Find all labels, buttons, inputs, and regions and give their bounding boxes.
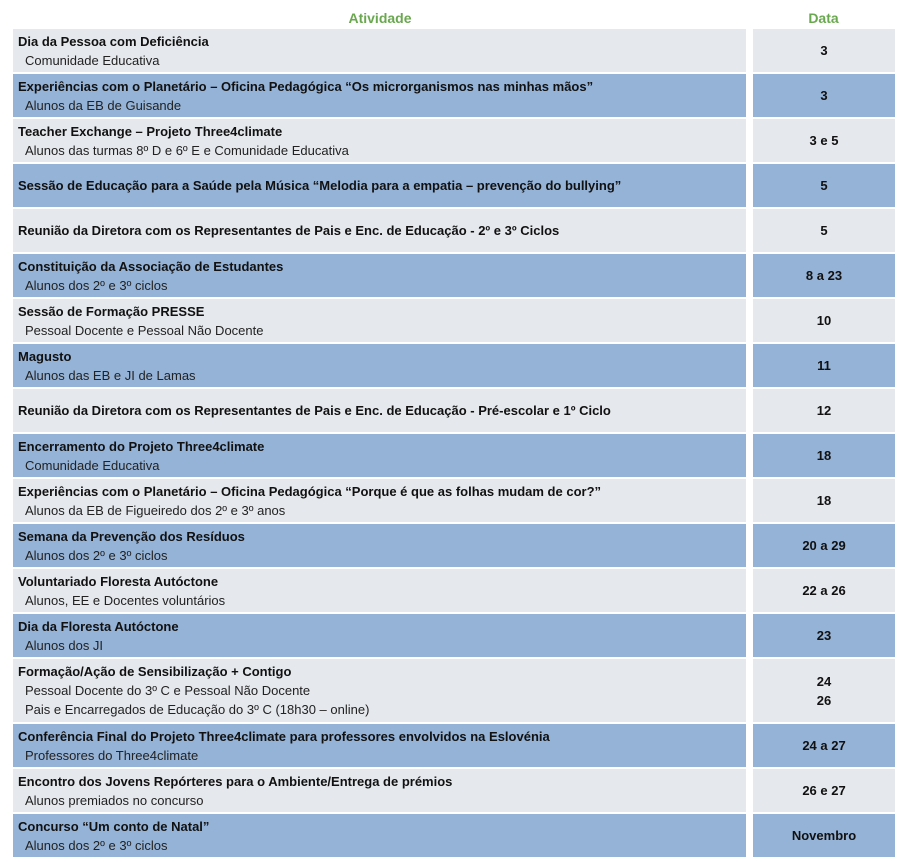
- activity-cell: [13, 164, 746, 207]
- date-value: 22 a 26: [802, 583, 846, 598]
- date-value: 12: [816, 403, 832, 418]
- activity-title: Experiências com o Planetário – Oficina Pedagógica “Os microrganismos nas minhas mãos”: [18, 79, 594, 94]
- date-value: 8 a 23: [805, 268, 843, 283]
- activity-title: Dia da Pessoa com Deficiência: [18, 34, 209, 49]
- date-value: 26 e 27: [802, 783, 846, 798]
- date-cell: [753, 209, 895, 252]
- table-row: [0, 29, 911, 72]
- date-cell: [753, 769, 895, 812]
- table-row: [0, 344, 911, 387]
- activity-audience: Professores do Three4climate: [25, 748, 199, 763]
- activity-title: Voluntariado Floresta Autóctone: [18, 574, 219, 589]
- activity-title: Dia da Floresta Autóctone: [18, 619, 179, 634]
- activity-audience: Alunos, EE e Docentes voluntários: [25, 593, 226, 608]
- activity-cell: [13, 344, 746, 387]
- table-row: [0, 814, 911, 857]
- date-cell: [753, 389, 895, 432]
- date-cell: [753, 74, 895, 117]
- activity-cell: [13, 254, 746, 297]
- date-cell: [753, 814, 895, 857]
- date-column-header: Data: [808, 10, 839, 26]
- table-row: [0, 164, 911, 207]
- activity-cell: [13, 569, 746, 612]
- date-cell: [753, 614, 895, 657]
- date-value: 3: [820, 43, 828, 58]
- table-row: [0, 724, 911, 767]
- date-value: 24: [816, 673, 832, 689]
- table-row: [0, 119, 911, 162]
- date-value: 23: [816, 628, 832, 643]
- activity-audience: Comunidade Educativa: [25, 458, 160, 473]
- activity-title: Reunião da Diretora com os Representantes de Pais e Enc. de Educação - Pré-escolar e 1º Ciclo: [18, 402, 611, 418]
- date-cell: [753, 29, 895, 72]
- activity-title: Constituição da Associação de Estudantes: [18, 259, 284, 274]
- date-cell: [753, 724, 895, 767]
- date-value: 20 a 29: [802, 538, 846, 553]
- date-value: 3: [820, 88, 828, 103]
- date-cell: [753, 524, 895, 567]
- activity-title: Sessão de Educação para a Saúde pela Música “Melodia para a empatia – prevenção do bullying”: [18, 177, 622, 193]
- activity-title: Magusto: [18, 349, 72, 364]
- date-cell: [753, 569, 895, 612]
- date-value: Novembro: [791, 828, 857, 843]
- activity-cell: [13, 614, 746, 657]
- date-value: 26: [816, 692, 832, 708]
- table-row: [0, 74, 911, 117]
- date-value: 10: [816, 313, 832, 328]
- table-row: [0, 254, 911, 297]
- date-value: 11: [817, 358, 831, 373]
- activity-title: Encontro dos Jovens Repórteres para o Ambiente/Entrega de prémios: [18, 774, 453, 789]
- activity-cell: [13, 209, 746, 252]
- table-row: [0, 209, 911, 252]
- activity-cell: [13, 119, 746, 162]
- date-cell: [753, 299, 895, 342]
- activity-title: Reunião da Diretora com os Representantes de Pais e Enc. de Educação - 2º e 3º Ciclos: [18, 222, 560, 238]
- activity-audience: Alunos da EB de Guisande: [25, 98, 182, 113]
- activity-title: Experiências com o Planetário – Oficina Pedagógica “Porque é que as folhas mudam de cor?”: [18, 484, 602, 499]
- activity-cell: [13, 524, 746, 567]
- activity-cell: [13, 299, 746, 342]
- activity-cell: [13, 769, 746, 812]
- table-row: [0, 614, 911, 657]
- table-row: [0, 479, 911, 522]
- activity-audience: Alunos dos 2º e 3º ciclos: [25, 838, 168, 853]
- activity-audience: Alunos dos 2º e 3º ciclos: [25, 548, 168, 563]
- activity-title: Concurso “Um conto de Natal”: [18, 819, 210, 834]
- date-value: 5: [820, 223, 828, 238]
- date-value: 24 a 27: [802, 738, 846, 753]
- table-row: [0, 769, 911, 812]
- activity-title: Teacher Exchange – Projeto Three4climate: [18, 124, 283, 139]
- activity-cell: [13, 724, 746, 767]
- date-cell: [753, 254, 895, 297]
- date-cell: [753, 659, 895, 722]
- activity-title: Encerramento do Projeto Three4climate: [18, 439, 265, 454]
- activity-audience: Pessoal Docente e Pessoal Não Docente: [25, 323, 264, 338]
- date-cell: [753, 344, 895, 387]
- activity-column-header: Atividade: [348, 10, 412, 26]
- activity-cell: [13, 434, 746, 477]
- date-cell: [753, 434, 895, 477]
- activity-cell: [13, 814, 746, 857]
- date-value: 18: [816, 448, 832, 463]
- activity-audience: Alunos dos 2º e 3º ciclos: [25, 278, 168, 293]
- activity-title: Semana da Prevenção dos Resíduos: [18, 529, 245, 544]
- activity-cell: [13, 659, 746, 722]
- table-row: [0, 524, 911, 567]
- activity-cell: [13, 29, 746, 72]
- activity-audience: Alunos das EB e JI de Lamas: [25, 368, 196, 383]
- date-cell: [753, 164, 895, 207]
- table-row: [0, 389, 911, 432]
- table-header: [0, 0, 911, 32]
- activity-cell: [13, 479, 746, 522]
- activity-title: Conferência Final do Projeto Three4climate para professores envolvidos na Eslovénia: [18, 729, 550, 744]
- date-value: 5: [820, 178, 828, 193]
- date-value: 3 e 5: [809, 133, 839, 148]
- table-row: [0, 659, 911, 722]
- table-row: [0, 299, 911, 342]
- table-row: [0, 569, 911, 612]
- activity-audience: Alunos da EB de Figueiredo dos 2º e 3º anos: [25, 503, 286, 518]
- date-cell: [753, 119, 895, 162]
- activity-audience: Pessoal Docente do 3º C e Pessoal Não Docente: [25, 683, 311, 698]
- activity-cell: [13, 74, 746, 117]
- activity-audience: Comunidade Educativa: [25, 53, 160, 68]
- activities-table: [0, 29, 911, 859]
- activity-audience: Pais e Encarregados de Educação do 3º C (18h30 – online): [25, 702, 370, 717]
- activity-audience: Alunos premiados no concurso: [25, 793, 204, 808]
- activity-cell: [13, 389, 746, 432]
- activity-title: Formação/Ação de Sensibilização + Contigo: [18, 664, 292, 679]
- date-cell: [753, 479, 895, 522]
- date-value: 18: [816, 493, 832, 508]
- table-row: [0, 434, 911, 477]
- activity-audience: Alunos das turmas 8º D e 6º E e Comunidade Educativa: [25, 143, 349, 158]
- activity-audience: Alunos dos JI: [25, 638, 104, 653]
- activity-title: Sessão de Formação PRESSE: [18, 304, 205, 319]
